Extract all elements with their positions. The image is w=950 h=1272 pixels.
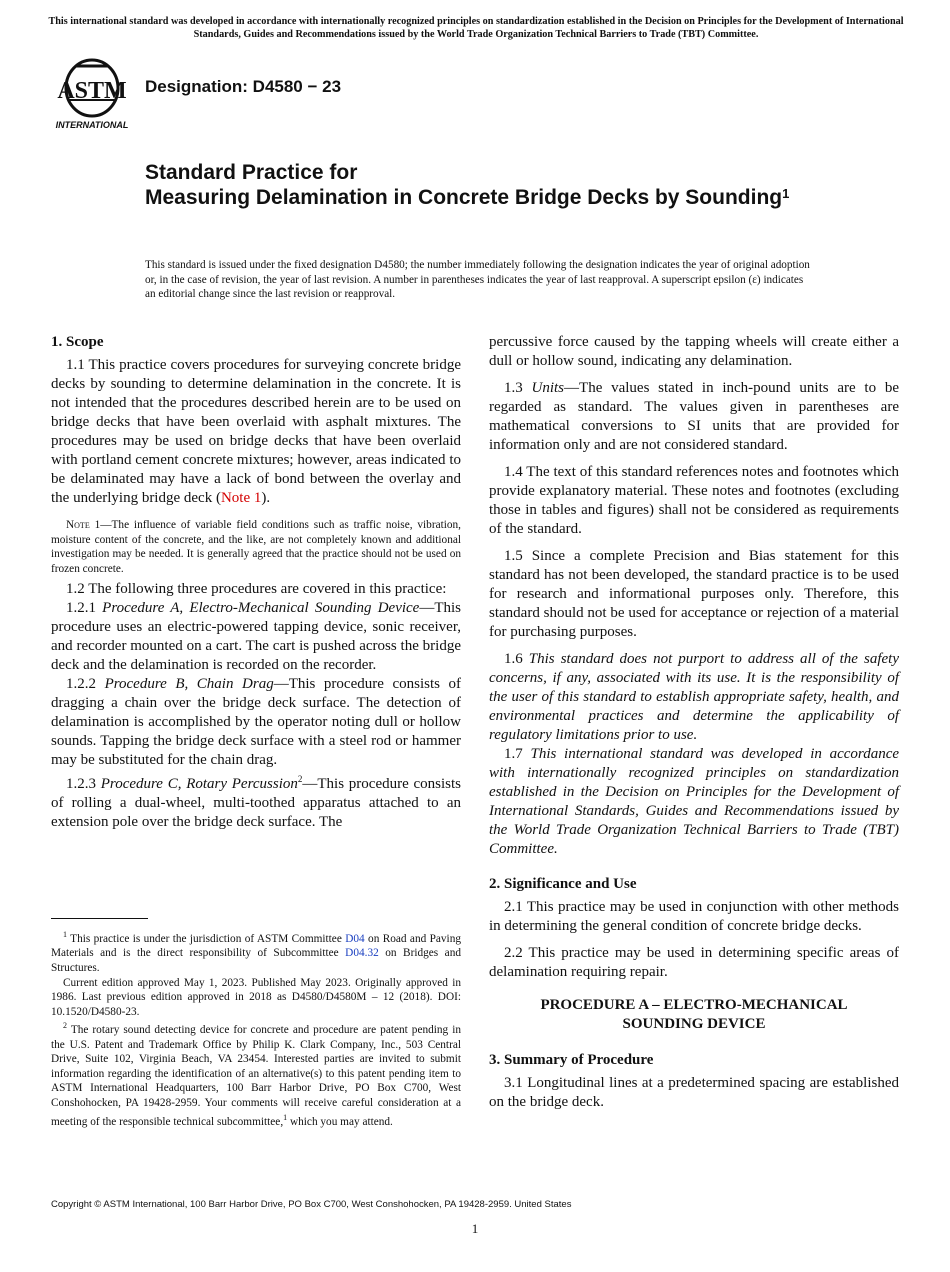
designation-year: − 23 <box>302 77 342 96</box>
footnote-1 <box>51 928 461 976</box>
para-1-2-1-num: 1.2.1 <box>66 600 103 616</box>
page-title <box>145 160 845 210</box>
para-1-7-num: 1.7 <box>504 746 531 762</box>
procedure-a-heading <box>489 996 899 1034</box>
title-footnote-mark: 1 <box>782 186 790 201</box>
copyright: Copyright © ASTM International, 100 Barr Harbor Drive, PO Box C700, West Conshohocken, PA 19428-2959. United States <box>51 1199 572 1210</box>
footnote-2-label: 2 <box>63 1021 67 1031</box>
para-1-4: 1.4 The text of this standard references notes and footnotes which provide explanatory material. These notes and footnotes (excluding those in tables and figures) shall not be considered as requirements of the standard. <box>489 464 899 537</box>
right-column <box>489 333 899 1112</box>
designation-label: Designation: D4580 <box>145 77 303 96</box>
para-1-3 <box>489 379 899 455</box>
footnote-1-text-b: on Road and Paving Materials and is the direct responsibility of Subcommittee <box>51 932 461 960</box>
para-2-2: 2.2 This practice may be used in determining specific areas of delamination requiring repair. <box>489 945 899 980</box>
footnote-2-mark: 2 <box>297 774 303 784</box>
footnote-1-approval: Current edition approved May 1, 2023. Published May 2023. Originally approved in 1986. Last previous edition approved in 2018 as D4580/D4580M – 12 (2018). DOI: 10.1520/D4580-23. <box>51 976 461 1018</box>
procedure-a-title: Procedure A, Electro-Mechanical Sounding Device <box>102 600 420 616</box>
para-1-1-text: 1.1 This practice covers procedures for surveying concrete bridge decks by sounding to determine delamination in the concrete. It is not intended that the procedures described herein are to be used on bridge decks that have been overlaid with asphalt mixtures. The procedures may be used on bridge decks that have been overlaid with portland cement concrete mixtures; however, areas indicated to be delaminated may have a lack of bond between the overlay and the underlying bridge deck ( <box>51 357 461 506</box>
para-1-2-1-text: —This procedure uses an electric-powered tapping device, sonic receiver, and recorder mounted on a cart. The cart is pushed across the bridge deck and the delamination is recorded on the recorder. <box>51 600 462 673</box>
para-1-5: 1.5 Since a complete Precision and Bias statement for this standard has not been developed, the standard practice is to be used for research and informational purposes only. Therefore, this standard should not be used for acceptance or rejection of a material for purchasing purposes. <box>489 548 899 640</box>
logo-letters: ASTM <box>57 78 127 104</box>
para-1-2-3-num: 1.2.3 <box>66 776 101 792</box>
footnote-1-mark: 1 <box>63 930 67 939</box>
para-2-1: 2.1 This practice may be used in conjunction with other methods in determining the general condition of concrete bridge decks. <box>489 899 899 934</box>
note-1 <box>51 518 461 576</box>
para-1-3-num: 1.3 <box>504 380 532 396</box>
para-1-2-2 <box>51 675 461 770</box>
top-notice: This international standard was developed in accordance with internationally recognized principles on standardization established in the Decision on Principles for the Development of International Standards, Guides and Recommendations issued by the World Trade Organization Technical Barriers to Trade (TBT) Committee. <box>48 16 904 40</box>
para-1-2-3-continued: percussive force caused by the tapping wheels will create either a dull or hollow sound, indicating any delamination. <box>489 334 899 369</box>
para-1-1 <box>51 356 461 508</box>
procedure-b-title: Procedure B, Chain Drag <box>104 676 274 692</box>
astm-logo-icon <box>54 56 134 132</box>
para-1-6-text: This standard does not purport to address all of the safety concerns, if any, associated with its use. It is the responsibility of the user of this standard to establish appropriate safety, health, and environmental practices and determine the applicability of regulatory limitations prior to use. <box>489 651 899 743</box>
d04-link[interactable]: D04 <box>345 932 365 945</box>
scope-heading: 1. Scope <box>51 334 104 350</box>
footnotes <box>51 928 461 1129</box>
footnote-2-text: The rotary sound detecting device for concrete and procedure are patent pending in the U.S. Patent and Trademark Office by Philip K. Clark Company, Inc., 503 Central Drive, Suite 102, Virginia Beach, VA 23454. Interested parties are invited to submit information regarding the identification of an alternative(s) to this patent pending item to ASTM International Headquarters, 100 Barr Harbor Drive, PO Box C700, West Conshohocken, PA 19428-2959. Your comments will receive careful consideration at a meeting of the responsible technical subcommittee, <box>51 1024 461 1128</box>
title-line-1: Standard Practice for <box>145 161 358 184</box>
para-1-1-end: ). <box>261 490 271 506</box>
para-3-1: 3.1 Longitudinal lines at a predetermined spacing are established on the bridge deck. <box>489 1075 899 1110</box>
title-line-2 <box>145 185 845 210</box>
procedure-a-heading-line-1: PROCEDURE A – ELECTRO-MECHANICAL <box>540 997 848 1013</box>
para-1-2-1 <box>51 599 461 675</box>
left-column <box>51 333 461 832</box>
procedure-c-title: Procedure C, Rotary Percussion <box>100 776 298 792</box>
para-1-6 <box>489 650 899 745</box>
procedure-a-heading-line-2: SOUNDING DEVICE <box>622 1016 766 1032</box>
title-text: Measuring Delamination in Concrete Bridge Decks by Sounding <box>145 186 783 209</box>
para-1-7 <box>489 745 899 859</box>
footnote-1-text-c: on Bridges and Structures. <box>51 947 461 974</box>
d04-32-link[interactable]: D04.32 <box>345 947 379 960</box>
para-1-2-2-text: —This procedure consists of dragging a chain over the bridge deck surface. The detection of delamination is accomplished by the operator noting dull or hollow sounds. Tapping the bridge deck surface with a steel rod or hammer may be substituted for the chain drag. <box>51 676 462 768</box>
para-1-6-num: 1.6 <box>504 651 529 667</box>
footnote-1-text-a: This practice is under the jurisdiction of ASTM Committee <box>67 932 346 945</box>
summary-heading: 3. Summary of Procedure <box>489 1052 654 1068</box>
footnote-2-sup: 1 <box>283 1112 288 1122</box>
para-1-2: 1.2 The following three procedures are covered in this practice: <box>66 581 447 597</box>
para-1-2-3 <box>51 770 461 832</box>
designation <box>145 77 341 97</box>
page-number: 1 <box>471 1221 479 1236</box>
para-1-2-2-num: 1.2.2 <box>66 676 105 692</box>
para-1-7-text: This international standard was developed in accordance with internationally recognized principles on standardization established in the Decision on Principles for the Development of International Standards, Guides and Recommendations issued by the World Trade Organization Technical Barriers to Trade (TBT) Committee. <box>489 746 900 857</box>
footnote-2 <box>51 1019 461 1129</box>
units-title: Units <box>531 380 565 396</box>
significance-heading: 2. Significance and Use <box>489 876 637 892</box>
note-label: Note <box>66 519 90 531</box>
note-1-text: 1—The influence of variable field conditions such as traffic noise, vibration, moisture content of the concrete, and the like, are not completely known and additional investigation may be needed. It is generally agreed that the practice should not be used on frozen concrete. <box>51 519 461 575</box>
note-1-link[interactable]: Note 1 <box>220 490 262 506</box>
issued-note: This standard is issued under the fixed designation D4580; the number immediately following the designation indicates the year of original adoption or, in the case of revision, the year of last revision. A number in parentheses indicates the year of last reapproval. A superscript epsilon (ε) indicates an editorial change since the last revision or reapproval. <box>145 259 810 300</box>
para-1-2-3-text: —This procedure consists of rolling a dual-wheel, multi-toothed apparatus attached to an extension pole over the bridge deck surface. The <box>51 776 462 830</box>
footnote-divider <box>51 918 148 919</box>
logo-subtext: INTERNATIONAL <box>55 120 129 130</box>
para-1-3-text: —The values stated in inch-pound units are to be regarded as standard. The values given in parentheses are mathematical conversions to SI units that are provided for information only and are not considered standard. <box>489 380 899 453</box>
footnote-2-end: which you may attend. <box>287 1115 393 1128</box>
